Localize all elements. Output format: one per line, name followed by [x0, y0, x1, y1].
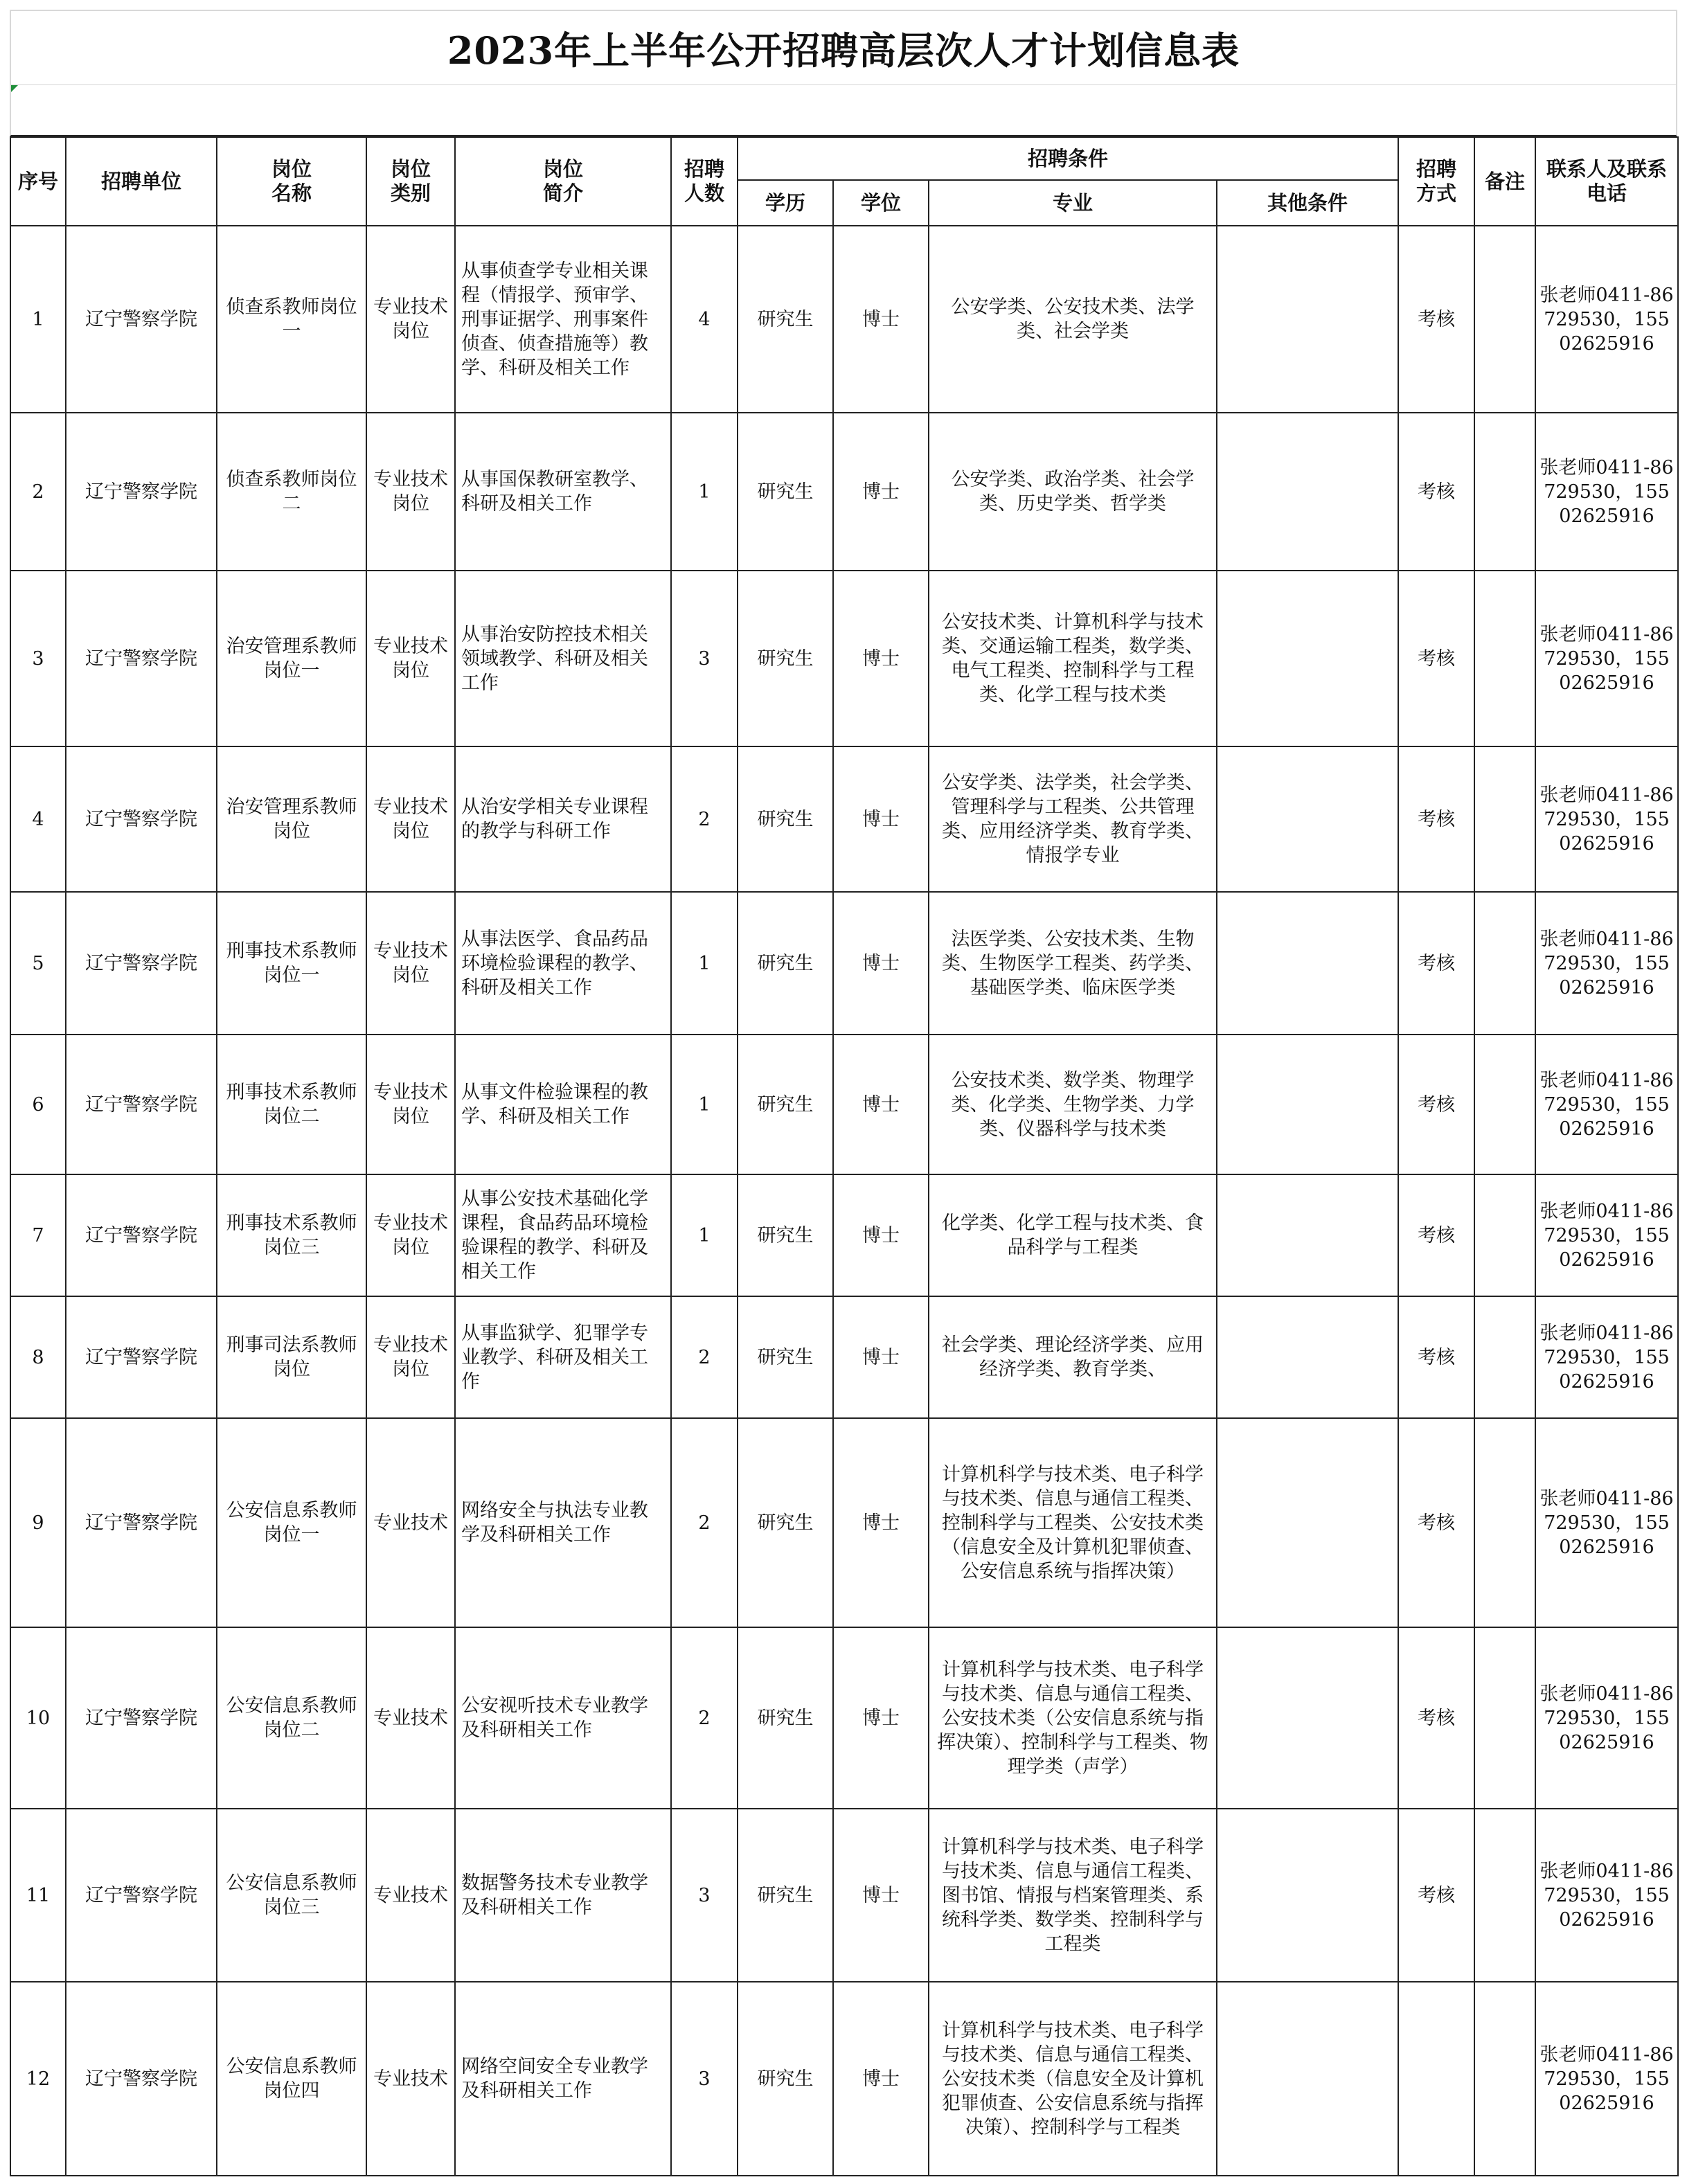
cell-contact: 张老师0411-86729530，15502625916	[1535, 413, 1678, 571]
table-row	[10, 892, 1678, 1035]
header-unit: 招聘单位	[66, 137, 217, 226]
cell-post-intro: 从事国保教研室教学、科研及相关工作	[455, 413, 671, 571]
cell-post-type: 专业技术	[366, 1627, 455, 1809]
cell-contact: 张老师0411-86729530，15502625916	[1535, 1982, 1678, 2176]
cell-count: 4	[671, 226, 738, 413]
cell-unit: 辽宁警察学院	[66, 1809, 217, 1982]
cell-contact: 张老师0411-86729530，15502625916	[1535, 1174, 1678, 1296]
cell-degree: 博士	[833, 1296, 929, 1418]
cell-post-intro: 网络安全与执法专业教学及科研相关工作	[455, 1418, 671, 1627]
cell-edu: 研究生	[738, 892, 833, 1035]
cell-remark	[1474, 1982, 1535, 2176]
cell-post-intro: 网络空间安全专业教学及科研相关工作	[455, 1982, 671, 2176]
cell-major: 社会学类、理论经济学类、应用经济学类、教育学类、	[929, 1296, 1217, 1418]
cell-other	[1217, 1296, 1398, 1418]
table-row	[10, 1174, 1678, 1296]
cell-post-name: 治安管理系教师岗位	[217, 746, 366, 892]
header-seq: 序号	[10, 137, 66, 226]
cell-degree: 博士	[833, 571, 929, 746]
header-remark: 备注	[1474, 137, 1535, 226]
cell-contact: 张老师0411-86729530，15502625916	[1535, 571, 1678, 746]
cell-major: 计算机科学与技术类、电子科学与技术类、信息与通信工程类、图书馆、情报与档案管理类、系统科学类、数学类、控制科学与工程类	[929, 1809, 1217, 1982]
cell-post-type: 专业技术岗位	[366, 1296, 455, 1418]
table-row	[10, 413, 1678, 571]
table-row	[10, 1809, 1678, 1982]
cell-remark	[1474, 1809, 1535, 1982]
cell-degree: 博士	[833, 226, 929, 413]
cell-contact: 张老师0411-86729530，15502625916	[1535, 1035, 1678, 1174]
cell-remark	[1474, 746, 1535, 892]
cell-count: 2	[671, 1296, 738, 1418]
cell-post-type: 专业技术岗位	[366, 1035, 455, 1174]
cell-comment-marker-icon	[11, 85, 18, 92]
header-contact: 联系人及联系电话	[1535, 137, 1678, 226]
header-post-type: 岗位 类别	[366, 137, 455, 226]
cell-major: 化学类、化学工程与技术类、食品科学与工程类	[929, 1174, 1217, 1296]
header-post-intro: 岗位 简介	[455, 137, 671, 226]
cell-contact: 张老师0411-86729530，15502625916	[1535, 1418, 1678, 1627]
cell-degree: 博士	[833, 413, 929, 571]
cell-post-type: 专业技术岗位	[366, 746, 455, 892]
cell-seq: 4	[10, 746, 66, 892]
cell-edu: 研究生	[738, 413, 833, 571]
cell-post-intro: 从事法医学、食品药品环境检验课程的教学、科研及相关工作	[455, 892, 671, 1035]
cell-unit: 辽宁警察学院	[66, 892, 217, 1035]
table-row	[10, 1982, 1678, 2176]
table-row	[10, 746, 1678, 892]
cell-post-intro: 从治安学相关专业课程的教学与科研工作	[455, 746, 671, 892]
table-row	[10, 1035, 1678, 1174]
header-count: 招聘 人数	[671, 137, 738, 226]
cell-method: 考核	[1398, 746, 1474, 892]
cell-remark	[1474, 892, 1535, 1035]
cell-remark	[1474, 1174, 1535, 1296]
cell-major: 计算机科学与技术类、电子科学与技术类、信息与通信工程类、公安技术类（公安信息系统与指挥决策）、控制科学与工程类、物理学类（声学）	[929, 1627, 1217, 1809]
cell-contact: 张老师0411-86729530，15502625916	[1535, 1809, 1678, 1982]
cell-method: 考核	[1398, 226, 1474, 413]
cell-degree: 博士	[833, 1809, 929, 1982]
recruitment-table	[10, 136, 1679, 2176]
cell-unit: 辽宁警察学院	[66, 571, 217, 746]
cell-post-type: 专业技术岗位	[366, 571, 455, 746]
cell-method: 考核	[1398, 1418, 1474, 1627]
cell-degree: 博士	[833, 1035, 929, 1174]
cell-major: 法医学类、公安技术类、生物类、生物医学工程类、药学类、基础医学类、临床医学类	[929, 892, 1217, 1035]
cell-count: 2	[671, 746, 738, 892]
cell-edu: 研究生	[738, 1809, 833, 1982]
cell-degree: 博士	[833, 746, 929, 892]
cell-edu: 研究生	[738, 1418, 833, 1627]
header-edu: 学历	[738, 180, 833, 226]
cell-remark	[1474, 1035, 1535, 1174]
header-other: 其他条件	[1217, 180, 1398, 226]
cell-post-type: 专业技术岗位	[366, 413, 455, 571]
cell-other	[1217, 892, 1398, 1035]
cell-edu: 研究生	[738, 1174, 833, 1296]
cell-unit: 辽宁警察学院	[66, 1418, 217, 1627]
cell-other	[1217, 1627, 1398, 1809]
cell-post-name: 侦查系教师岗位一	[217, 226, 366, 413]
cell-edu: 研究生	[738, 1627, 833, 1809]
cell-method: 考核	[1398, 413, 1474, 571]
cell-major: 公安技术类、数学类、物理学类、化学类、生物学类、力学类、仪器科学与技术类	[929, 1035, 1217, 1174]
cell-post-intro: 从事文件检验课程的教学、科研及相关工作	[455, 1035, 671, 1174]
cell-count: 3	[671, 571, 738, 746]
cell-post-name: 公安信息系教师岗位一	[217, 1418, 366, 1627]
cell-count: 1	[671, 1035, 738, 1174]
cell-post-name: 刑事技术系教师岗位二	[217, 1035, 366, 1174]
cell-other	[1217, 1418, 1398, 1627]
table-row	[10, 226, 1678, 413]
table-row	[10, 571, 1678, 746]
table-row	[10, 1296, 1678, 1418]
cell-edu: 研究生	[738, 571, 833, 746]
cell-post-name: 刑事技术系教师岗位一	[217, 892, 366, 1035]
cell-other	[1217, 226, 1398, 413]
cell-count: 3	[671, 1982, 738, 2176]
cell-seq: 5	[10, 892, 66, 1035]
cell-degree: 博士	[833, 1418, 929, 1627]
cell-unit: 辽宁警察学院	[66, 1627, 217, 1809]
cell-seq: 1	[10, 226, 66, 413]
cell-other	[1217, 1174, 1398, 1296]
cell-edu: 研究生	[738, 1296, 833, 1418]
cell-post-type: 专业技术	[366, 1809, 455, 1982]
cell-major: 计算机科学与技术类、电子科学与技术类、信息与通信工程类、公安技术类（信息安全及计算机犯罪侦查、公安信息系统与指挥决策）、控制科学与工程类	[929, 1982, 1217, 2176]
cell-post-type: 专业技术岗位	[366, 1174, 455, 1296]
cell-seq: 2	[10, 413, 66, 571]
cell-edu: 研究生	[738, 746, 833, 892]
cell-degree: 博士	[833, 1982, 929, 2176]
cell-seq: 10	[10, 1627, 66, 1809]
cell-edu: 研究生	[738, 1035, 833, 1174]
cell-count: 1	[671, 892, 738, 1035]
cell-count: 1	[671, 413, 738, 571]
title-bar	[10, 10, 1677, 85]
cell-post-type: 专业技术	[366, 1418, 455, 1627]
cell-post-intro: 从事侦查学专业相关课程（情报学、预审学、刑事证据学、刑事案件侦查、侦查措施等）教学、科研及相关工作	[455, 226, 671, 413]
header-method: 招聘 方式	[1398, 137, 1474, 226]
cell-contact: 张老师0411-86729530，15502625916	[1535, 1296, 1678, 1418]
header-post-name: 岗位 名称	[217, 137, 366, 226]
cell-other	[1217, 571, 1398, 746]
cell-seq: 9	[10, 1418, 66, 1627]
cell-seq: 7	[10, 1174, 66, 1296]
cell-post-type: 专业技术	[366, 1982, 455, 2176]
cell-method: 考核	[1398, 1809, 1474, 1982]
cell-major: 公安学类、公安技术类、法学类、社会学类	[929, 226, 1217, 413]
cell-unit: 辽宁警察学院	[66, 746, 217, 892]
cell-remark	[1474, 1627, 1535, 1809]
cell-degree: 博士	[833, 892, 929, 1035]
cell-count: 2	[671, 1627, 738, 1809]
cell-remark	[1474, 571, 1535, 746]
blank-row	[10, 85, 1677, 136]
cell-count: 3	[671, 1809, 738, 1982]
cell-seq: 12	[10, 1982, 66, 2176]
cell-other	[1217, 746, 1398, 892]
cell-post-intro: 从事监狱学、犯罪学专业教学、科研及相关工作	[455, 1296, 671, 1418]
cell-major: 公安学类、法学类，社会学类、管理科学与工程类、公共管理类、应用经济学类、教育学类、情报学专业	[929, 746, 1217, 892]
cell-degree: 博士	[833, 1174, 929, 1296]
cell-method	[1398, 1982, 1474, 2176]
table-row	[10, 1627, 1678, 1809]
cell-method: 考核	[1398, 1627, 1474, 1809]
cell-post-intro: 数据警务技术专业教学及科研相关工作	[455, 1809, 671, 1982]
cell-seq: 6	[10, 1035, 66, 1174]
spreadsheet	[10, 10, 1677, 2176]
cell-count: 2	[671, 1418, 738, 1627]
cell-method: 考核	[1398, 1296, 1474, 1418]
cell-seq: 3	[10, 571, 66, 746]
cell-other	[1217, 413, 1398, 571]
cell-unit: 辽宁警察学院	[66, 413, 217, 571]
cell-post-type: 专业技术岗位	[366, 226, 455, 413]
cell-post-intro: 公安视听技术专业教学及科研相关工作	[455, 1627, 671, 1809]
page-title: 2023年上半年公开招聘高层次人才计划信息表	[447, 28, 1240, 73]
cell-contact: 张老师0411-86729530，15502625916	[1535, 226, 1678, 413]
cell-post-intro: 从事公安技术基础化学课程，食品药品环境检验课程的教学、科研及相关工作	[455, 1174, 671, 1296]
cell-edu: 研究生	[738, 1982, 833, 2176]
cell-degree: 博士	[833, 1627, 929, 1809]
table-row	[10, 1418, 1678, 1627]
cell-post-name: 公安信息系教师岗位三	[217, 1809, 366, 1982]
cell-seq: 11	[10, 1809, 66, 1982]
cell-contact: 张老师0411-86729530，15502625916	[1535, 1627, 1678, 1809]
cell-other	[1217, 1035, 1398, 1174]
cell-unit: 辽宁警察学院	[66, 1982, 217, 2176]
header-conditions: 招聘条件	[738, 137, 1398, 180]
cell-remark	[1474, 1418, 1535, 1627]
cell-seq: 8	[10, 1296, 66, 1418]
cell-other	[1217, 1809, 1398, 1982]
cell-method: 考核	[1398, 1174, 1474, 1296]
header-major: 专业	[929, 180, 1217, 226]
cell-post-type: 专业技术岗位	[366, 892, 455, 1035]
cell-method: 考核	[1398, 571, 1474, 746]
cell-post-name: 公安信息系教师岗位四	[217, 1982, 366, 2176]
cell-post-name: 刑事司法系教师岗位	[217, 1296, 366, 1418]
cell-unit: 辽宁警察学院	[66, 1174, 217, 1296]
cell-major: 公安技术类、计算机科学与技术类、交通运输工程类，数学类、电气工程类、控制科学与工程类、化学工程与技术类	[929, 571, 1217, 746]
cell-method: 考核	[1398, 1035, 1474, 1174]
cell-contact: 张老师0411-86729530，15502625916	[1535, 746, 1678, 892]
cell-contact: 张老师0411-86729530，15502625916	[1535, 892, 1678, 1035]
cell-unit: 辽宁警察学院	[66, 226, 217, 413]
cell-count: 1	[671, 1174, 738, 1296]
cell-major: 计算机科学与技术类、电子科学与技术类、信息与通信工程类、控制科学与工程类、公安技术类（信息安全及计算机犯罪侦查、公安信息系统与指挥决策）	[929, 1418, 1217, 1627]
cell-post-name: 侦查系教师岗位二	[217, 413, 366, 571]
cell-post-intro: 从事治安防控技术相关领域教学、科研及相关工作	[455, 571, 671, 746]
cell-method: 考核	[1398, 892, 1474, 1035]
cell-unit: 辽宁警察学院	[66, 1035, 217, 1174]
cell-remark	[1474, 226, 1535, 413]
cell-post-name: 治安管理系教师岗位一	[217, 571, 366, 746]
header-degree: 学位	[833, 180, 929, 226]
cell-post-name: 刑事技术系教师岗位三	[217, 1174, 366, 1296]
cell-major: 公安学类、政治学类、社会学类、历史学类、哲学类	[929, 413, 1217, 571]
cell-edu: 研究生	[738, 226, 833, 413]
cell-post-name: 公安信息系教师岗位二	[217, 1627, 366, 1809]
cell-other	[1217, 1982, 1398, 2176]
cell-unit: 辽宁警察学院	[66, 1296, 217, 1418]
cell-remark	[1474, 413, 1535, 571]
cell-remark	[1474, 1296, 1535, 1418]
